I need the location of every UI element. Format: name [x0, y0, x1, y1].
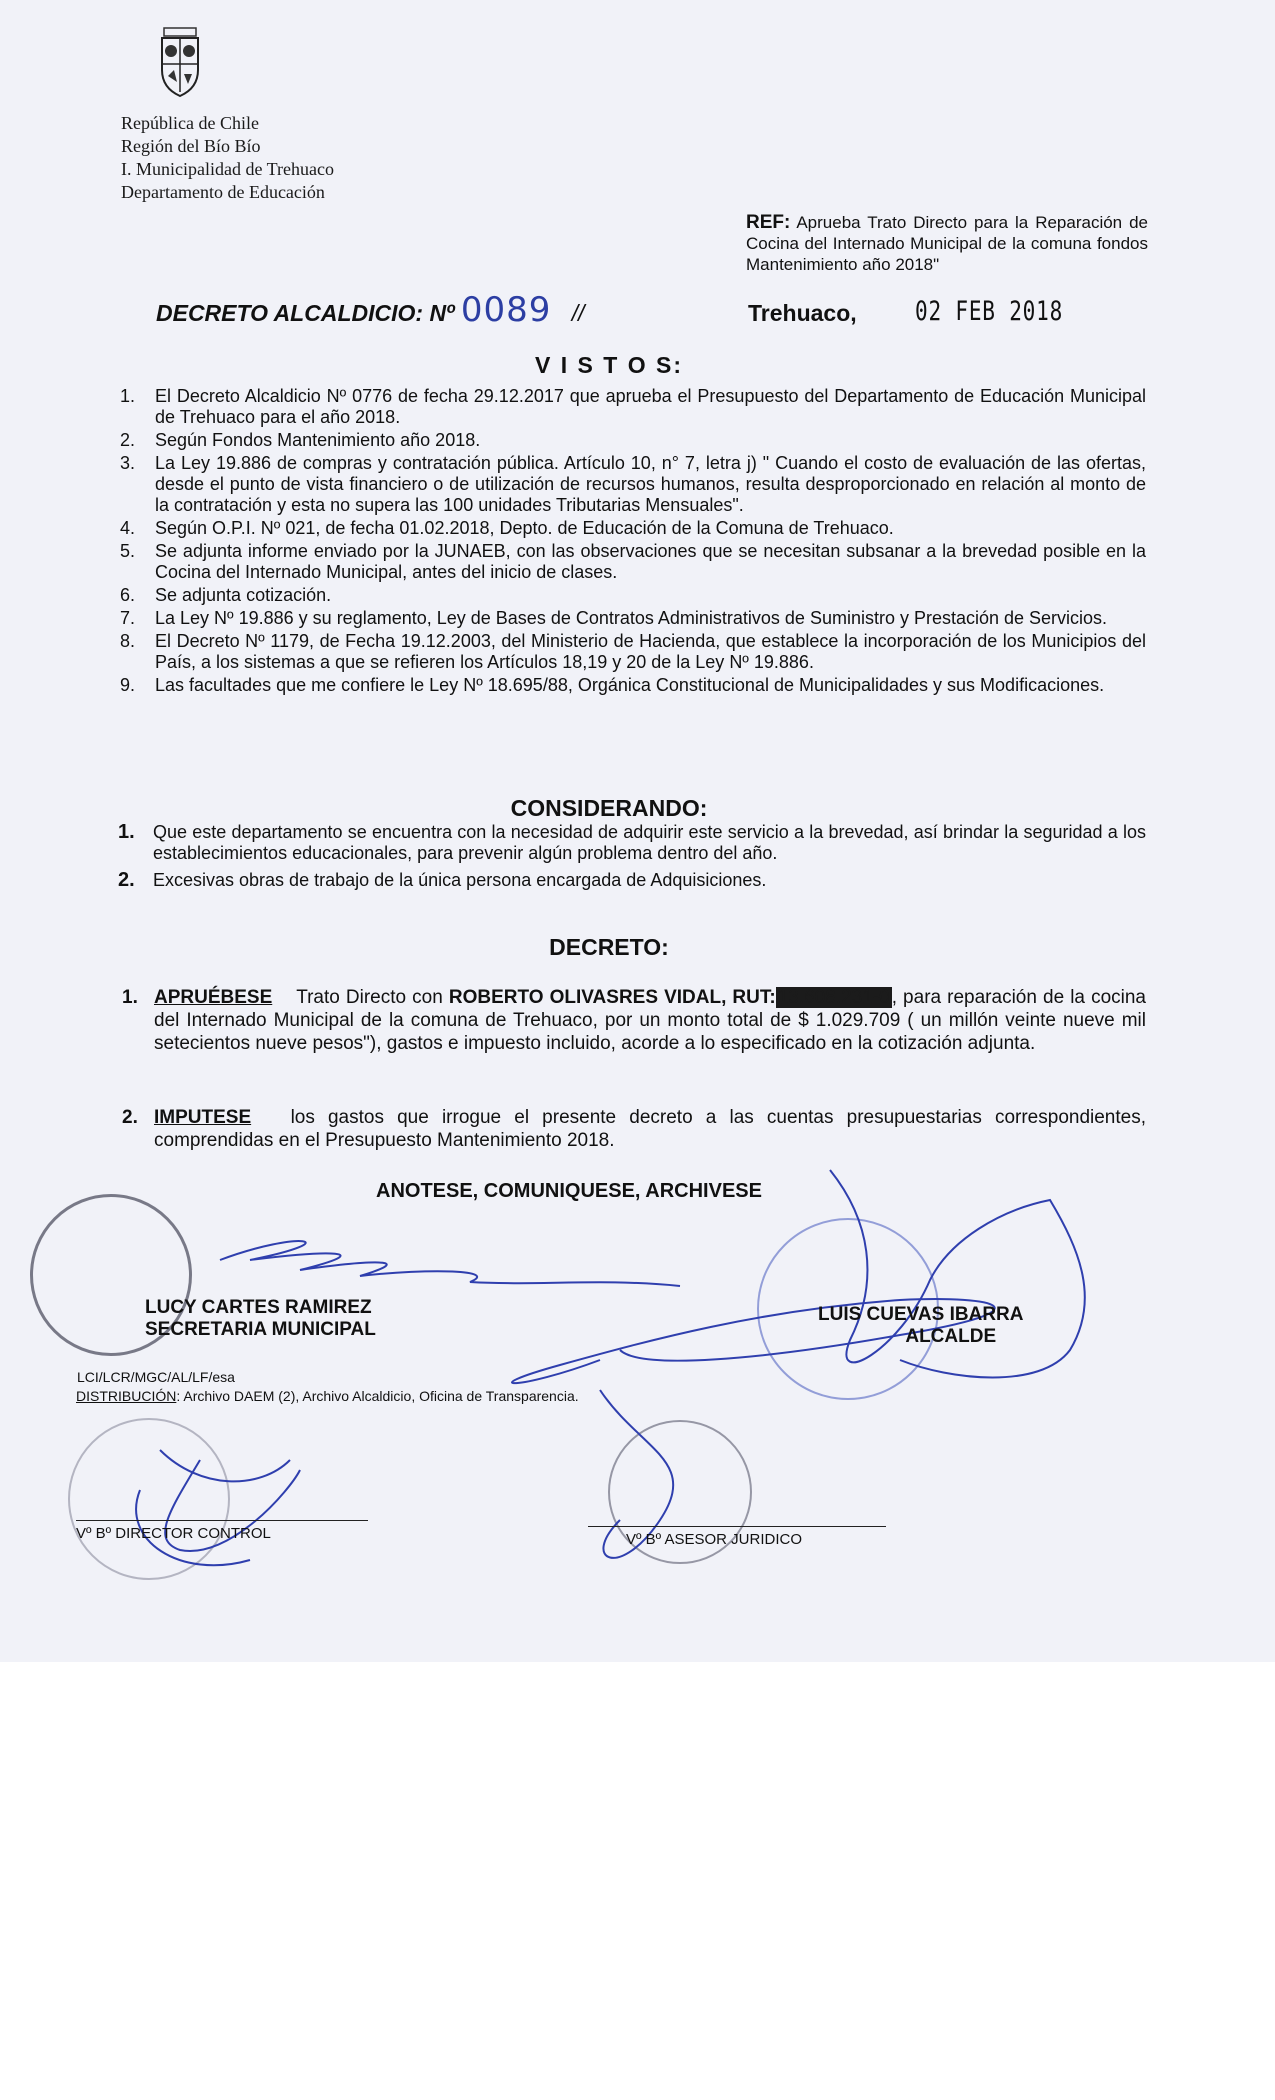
signer-name: LUCY CARTES RAMIREZ — [145, 1297, 372, 1318]
vb-control: Vº Bº DIRECTOR CONTROL — [76, 1520, 368, 1542]
vistos-list — [120, 386, 1146, 698]
reference-text: Aprueba Trato Directo para la Reparación de Cocina del Internado Municipal de la comuna fondos Mantenimiento año 2018" — [746, 213, 1148, 274]
reference-block — [746, 212, 1148, 275]
decreto-item-2: 2. IMPUTESE los gastos que irrogue el presente decreto a las cuentas presupuestarias correspondientes, comprendidas en el Presupuesto Mantenimiento 2018. — [122, 1107, 1146, 1151]
header-line: Región del Bío Bío — [121, 136, 261, 156]
distribution-text: : Archivo DAEM (2), Archivo Alcaldicio, Oficina de Transparencia. — [176, 1388, 579, 1404]
header-line: República de Chile — [121, 113, 259, 133]
initials: LCI/LCR/MGC/AL/LF/esa — [77, 1369, 235, 1385]
alcalde-signature — [818, 1304, 1024, 1348]
list-item: 7. La Ley Nº 19.886 y su reglamento, Ley de Bases de Contratos Administrativos de Suministro y Prestación de Servicios. — [120, 608, 1108, 628]
list-item: 5. Se adjunta informe enviado por la JUNAEB, con las observaciones que se necesitan subsanar a la brevedad posible en la Cocina del Internado Municipal, antes del inicio de clases. — [120, 541, 1146, 582]
signer-title: SECRETARIA MUNICIPAL — [145, 1319, 376, 1340]
date-stamp: 02 FEB 2018 — [915, 296, 1064, 327]
closing-line: ANOTESE, COMUNIQUESE, ARCHIVESE — [376, 1180, 762, 1202]
distribution-label: DISTRIBUCIÓN — [76, 1388, 177, 1404]
list-item: 2. Según Fondos Mantenimiento año 2018. — [120, 430, 481, 450]
list-item: 1. Que este departamento se encuentra con la necesidad de adquirir este servicio a la brevedad, así brindar la seguridad a los establecimientos educacionales, para prevenir algún problema dentro del año. — [118, 821, 1146, 863]
distribution-line — [76, 1388, 579, 1404]
decree-number: 0089 — [460, 290, 552, 330]
vistos-title: V I S T O S: — [535, 352, 683, 378]
list-item: 1. El Decreto Alcaldicio Nº 0776 de fecha 29.12.2017 que aprueba el Presupuesto del Departamento de Educación Municipal de Trehuaco para el año 2018. — [120, 386, 1146, 427]
list-item: 3. La Ley 19.886 de compras y contratación pública. Artículo 10, n° 7, letra j) " Cuando el costo de evaluación de las ofertas, desde el punto de vista financiero o de utilización de recursos humanos, resulta desproporcionado en relación al monto de la contratación y esta no supera las 100 unidades Tributarias Mensuales". — [120, 453, 1146, 515]
list-item: 9. Las facultades que me confiere le Ley Nº 18.695/88, Orgánica Constitucional de Municipalidades y sus Modificaciones. — [120, 675, 1105, 695]
header-line: I. Municipalidad de Trehuaco — [121, 159, 334, 179]
decree-title — [156, 290, 585, 330]
decree-label: DECRETO ALCALDICIO: Nº — [156, 300, 455, 326]
decreto-title: DECRETO: — [549, 934, 669, 960]
decree-suffix: // — [571, 300, 585, 326]
list-item: 6. Se adjunta cotización. — [120, 585, 332, 605]
signer-name: LUIS CUEVAS IBARRA — [818, 1304, 1024, 1325]
list-item: 2. Excesivas obras de trabajo de la única persona encargada de Adquisiciones. — [118, 869, 767, 891]
secretaria-signature — [145, 1297, 376, 1341]
vb-juridico: Vº Bº ASESOR JURIDICO — [588, 1526, 886, 1548]
redacted-rut: 13.608.231-0 — [777, 987, 890, 1008]
signer-title: ALCALDE — [905, 1326, 997, 1347]
decree-place: Trehuaco, — [748, 300, 857, 326]
list-item: 4. Según O.P.I. Nº 021, de fecha 01.02.2018, Depto. de Educación de la Comuna de Trehuaco. — [120, 518, 894, 538]
coat-of-arms-icon — [158, 26, 202, 98]
list-item: 8. El Decreto Nº 1179, de Fecha 19.12.2003, del Ministerio de Hacienda, que establece la incorporación de los Municipios del País, a los sistemas a que se refieren los Artículos 18,19 y 20 de la Ley Nº 19.886. — [120, 631, 1146, 672]
considerando-list — [118, 822, 1146, 893]
considerando-title: CONSIDERANDO: — [510, 795, 708, 821]
header-line: Departamento de Educación — [121, 182, 325, 202]
header-block — [121, 112, 441, 204]
reference-label: REF: — [746, 212, 791, 233]
decreto-item-1: 1. APRUÉBESE Trato Directo con ROBERTO OLIVASRES VIDAL, RUT: 13.608.231-0 , para reparación de la cocina del Internado Municipal de la comuna de Trehuaco, por un monto total de $ 1.029.709 ( un millón veinte nueve mil setecientos nueve pesos"), gastos e impuesto incluido, acorde a lo especificado en la cotización adjunta. — [122, 987, 1146, 1054]
